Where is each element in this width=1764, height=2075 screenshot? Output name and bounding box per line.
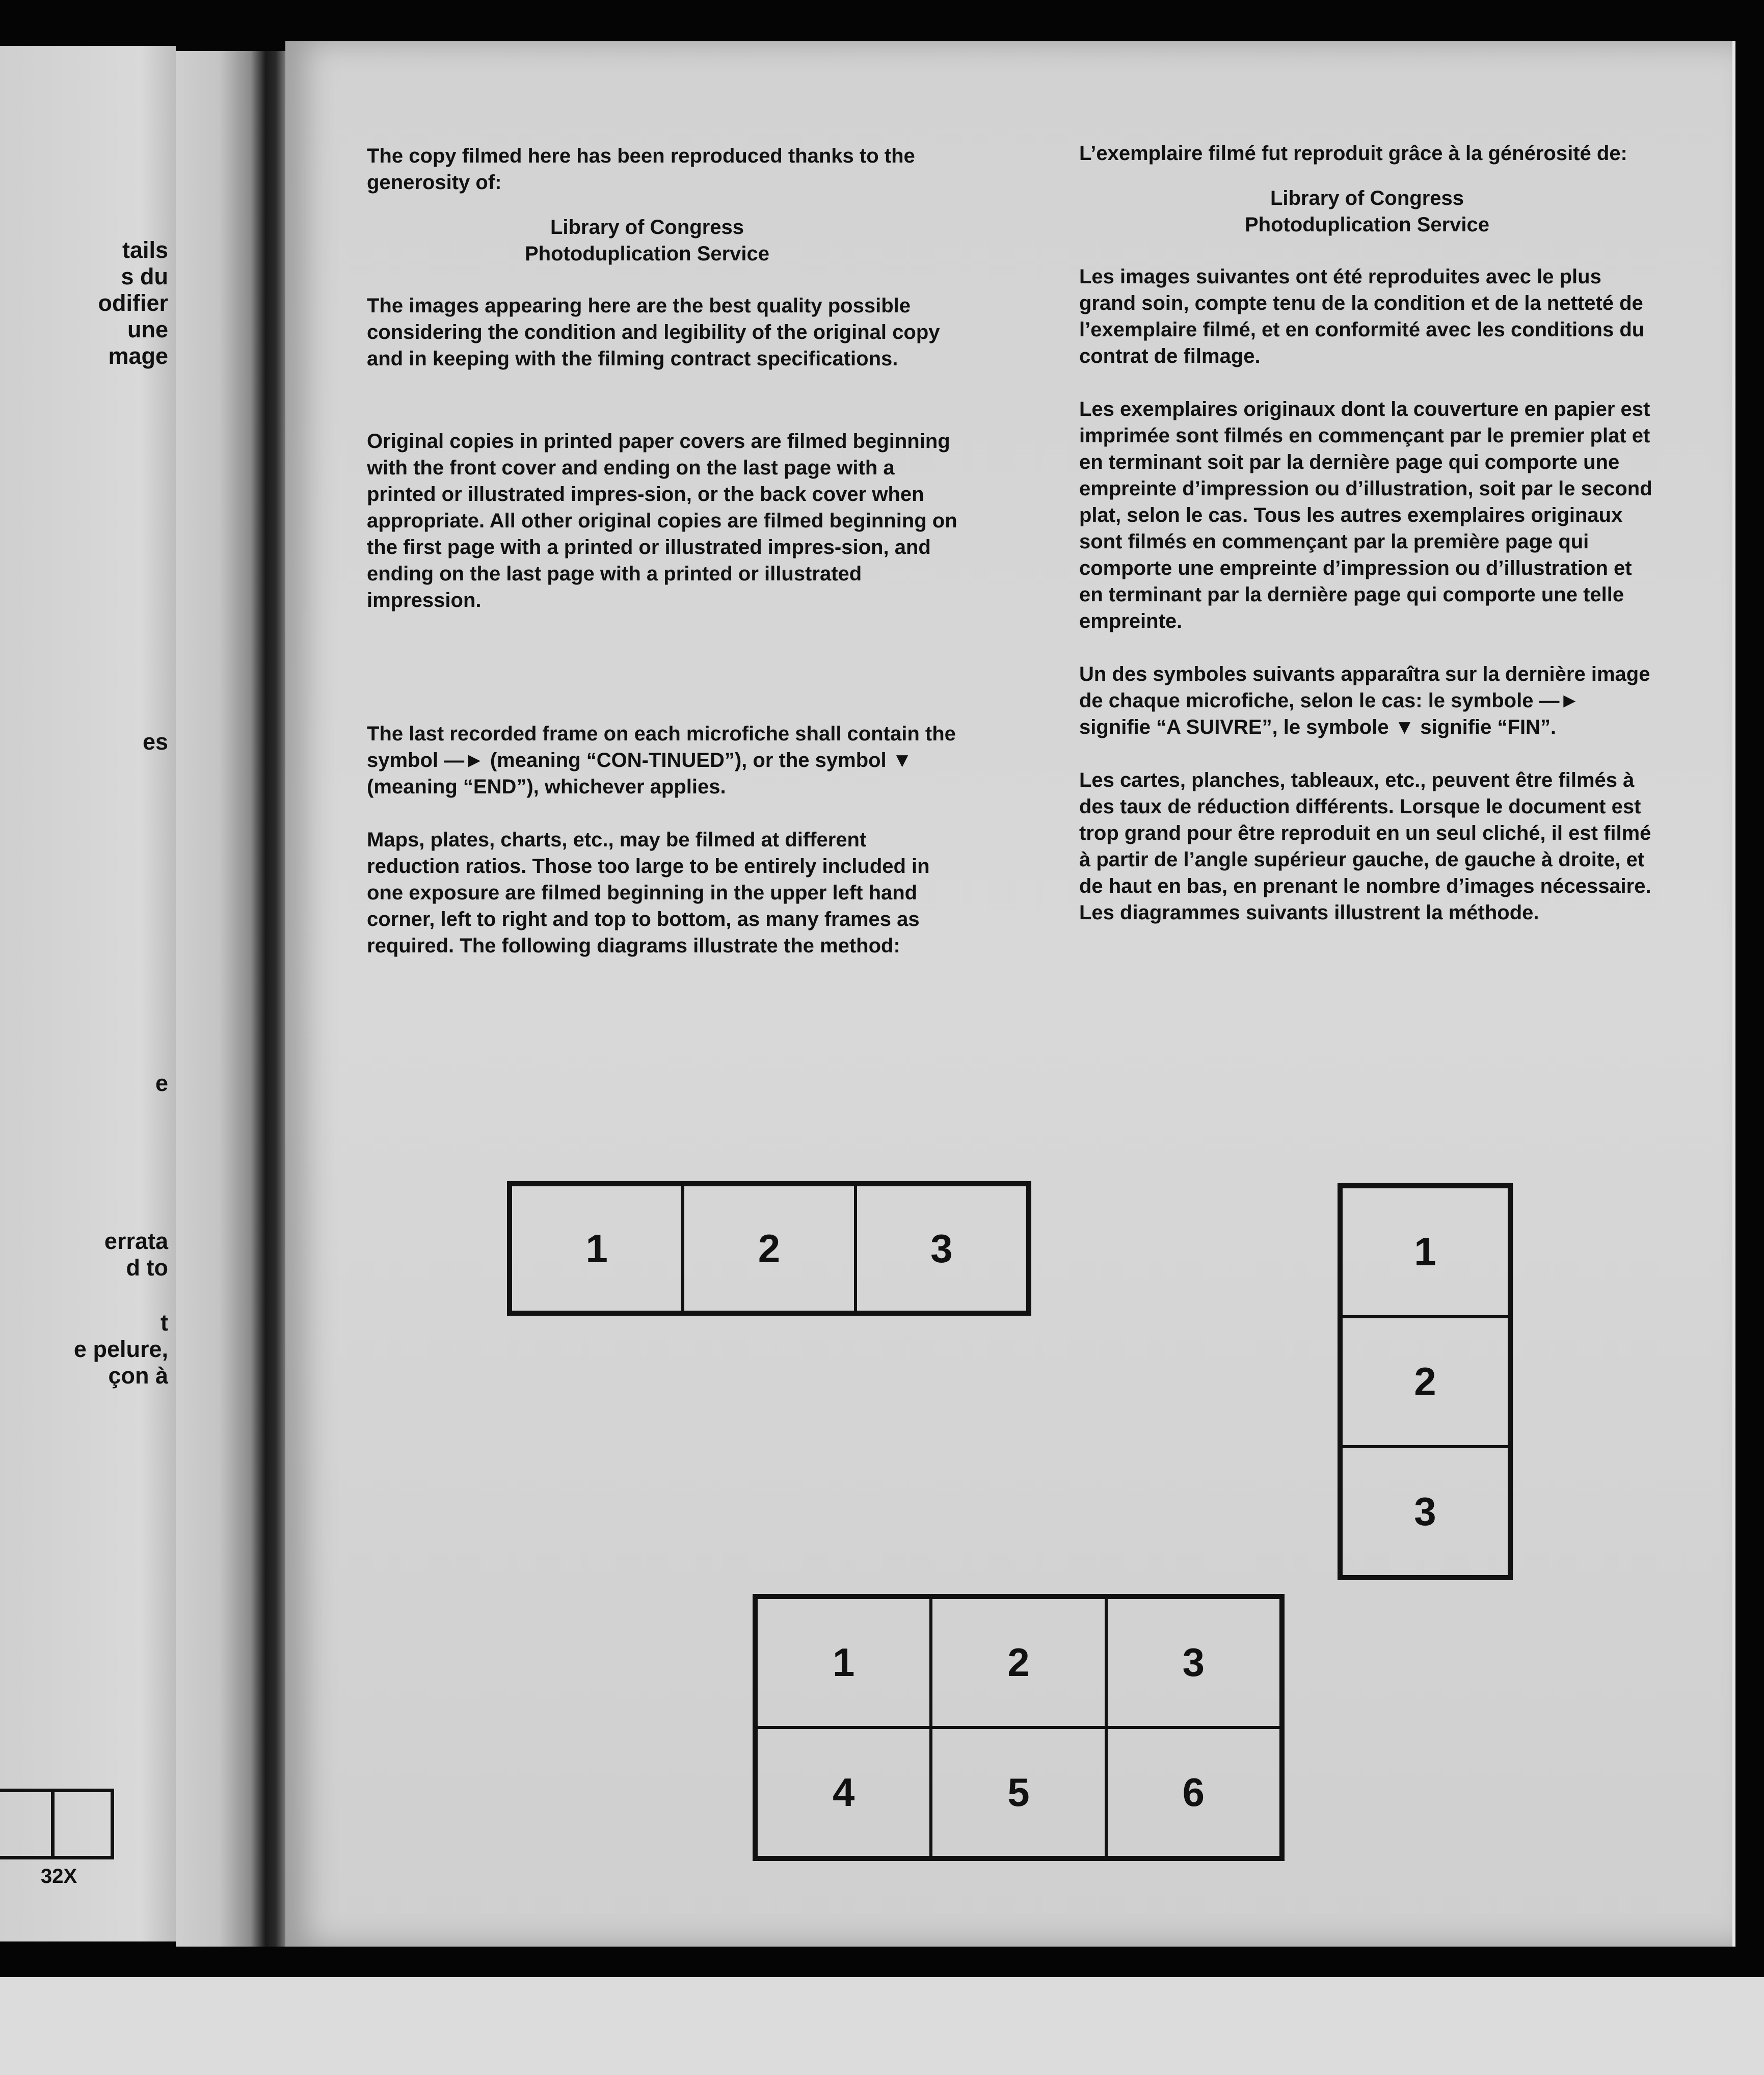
left-fragment: odifier — [98, 290, 168, 316]
frame-cell: 3 — [1341, 1447, 1509, 1577]
grid-cell — [0, 1789, 55, 1859]
french-maps: Les cartes, planches, tableaux, etc., peuvent être filmés à des taux de réduction différents. Lorsque le document est trop grand pour être reproduit en un seul cliché, il est filmé à partir de l’angle supérieur gauche, de gauche à droite, et de haut en bas, en prenant le nombre d’images nécessaire. Les diagrammes suivants illustrent la méthode. — [1079, 769, 1651, 924]
frame-cell: 3 — [1106, 1598, 1281, 1727]
left-fragment: e pelure, — [73, 1336, 168, 1362]
frame-cell: 5 — [931, 1727, 1106, 1857]
french-service: Photoduplication Service — [1244, 214, 1490, 236]
french-symbols: Un des symboles suivants apparaîtra sur la dernière image de chaque microfiche, selon le cas: le symbole —► signifie “A SUIVRE”, le symbole ▼ signifie “FIN”. — [1079, 663, 1650, 738]
left-fragment: tails — [122, 237, 168, 263]
english-column — [367, 143, 958, 959]
english-intro: The copy filmed here has been reproduced thanks to the generosity of: — [367, 145, 915, 194]
english-maps: Maps, plates, charts, etc., may be filmed at different reduction ratios. Those too large to be entirely included in one exposure are filmed beginning in the upper left hand corner, left to right and top to bottom, as many frames as required. The following diagrams illustrate the method: — [367, 829, 930, 957]
bottom-band — [0, 1977, 1764, 2075]
left-fragment: mage — [108, 343, 168, 369]
left-fragment: s du — [121, 263, 168, 289]
french-column — [1079, 140, 1655, 926]
frame-cell: 2 — [1341, 1317, 1509, 1447]
french-library: Library of Congress — [1270, 187, 1464, 209]
english-symbols: The last recorded frame on each microfiche shall contain the symbol —► (meaning “CON-TINUED”), or the symbol ▼ (meaning “END”), whichever applies. — [367, 723, 956, 798]
left-fragment: une — [127, 316, 168, 342]
grid-cell — [51, 1789, 114, 1859]
english-covers: Original copies in printed paper covers are filmed beginning with the front cover and ending on the last page with a printed or illustrated impres-sion, or the back cover when appropriate. All other original copies are filmed beginning on the first page with a printed or illustrated impres-sion, and ending on the last page with a printed or illustrated impression. — [367, 430, 957, 611]
vertical-diagram — [1338, 1183, 1513, 1580]
page-fold-shadow — [176, 51, 301, 1947]
french-covers: Les exemplaires originaux dont la couverture en papier est imprimée sont filmés en commençant par le premier plat et en terminant soit par la dernière page qui comporte une empreinte d’impression ou d’illustration, soit par le second plat, selon le cas. Tous les autres exemplaires originaux sont filmés en commençant par la première page qui comporte une empreinte d’impression ou d’illustration et en terminant par la dernière page qui comporte une telle empreinte. — [1079, 398, 1652, 632]
left-partial-page — [0, 46, 176, 1941]
french-intro: L’exemplaire filmé fut reproduit grâce à la générosité de: — [1079, 142, 1627, 165]
left-fragment: errata — [104, 1228, 168, 1254]
left-fragment: çon à — [108, 1363, 168, 1389]
french-quality: Les images suivantes ont été reproduites avec le plus grand soin, compte tenu de la condition et de la netteté de l’exemplaire filmé, et en conformité avec les conditions du contrat de filmage. — [1079, 265, 1645, 367]
grid-diagram — [753, 1594, 1285, 1861]
left-partial-grid — [0, 1789, 114, 1859]
frame-cell: 4 — [756, 1727, 931, 1857]
left-fragment: d to — [126, 1255, 168, 1281]
english-quality: The images appearing here are the best quality possible considering the condition and legibility of the original copy and in keeping with the filming contract specifications. — [367, 295, 940, 370]
frame-cell: 2 — [683, 1185, 855, 1312]
frame-cell: 6 — [1106, 1727, 1281, 1857]
left-fragment: es — [142, 729, 168, 755]
english-library: Library of Congress — [550, 216, 744, 238]
frame-cell: 1 — [1341, 1187, 1509, 1317]
english-service: Photoduplication Service — [524, 243, 770, 265]
frame-cell: 1 — [756, 1598, 931, 1727]
horizontal-diagram — [507, 1181, 1031, 1316]
left-fragment: t — [161, 1310, 168, 1336]
frame-cell: 2 — [931, 1598, 1106, 1727]
frame-cell: 3 — [856, 1185, 1028, 1312]
reduction-label: 32X — [41, 1865, 77, 1887]
frame-cell: 1 — [511, 1185, 683, 1312]
left-fragment: e — [155, 1070, 168, 1096]
